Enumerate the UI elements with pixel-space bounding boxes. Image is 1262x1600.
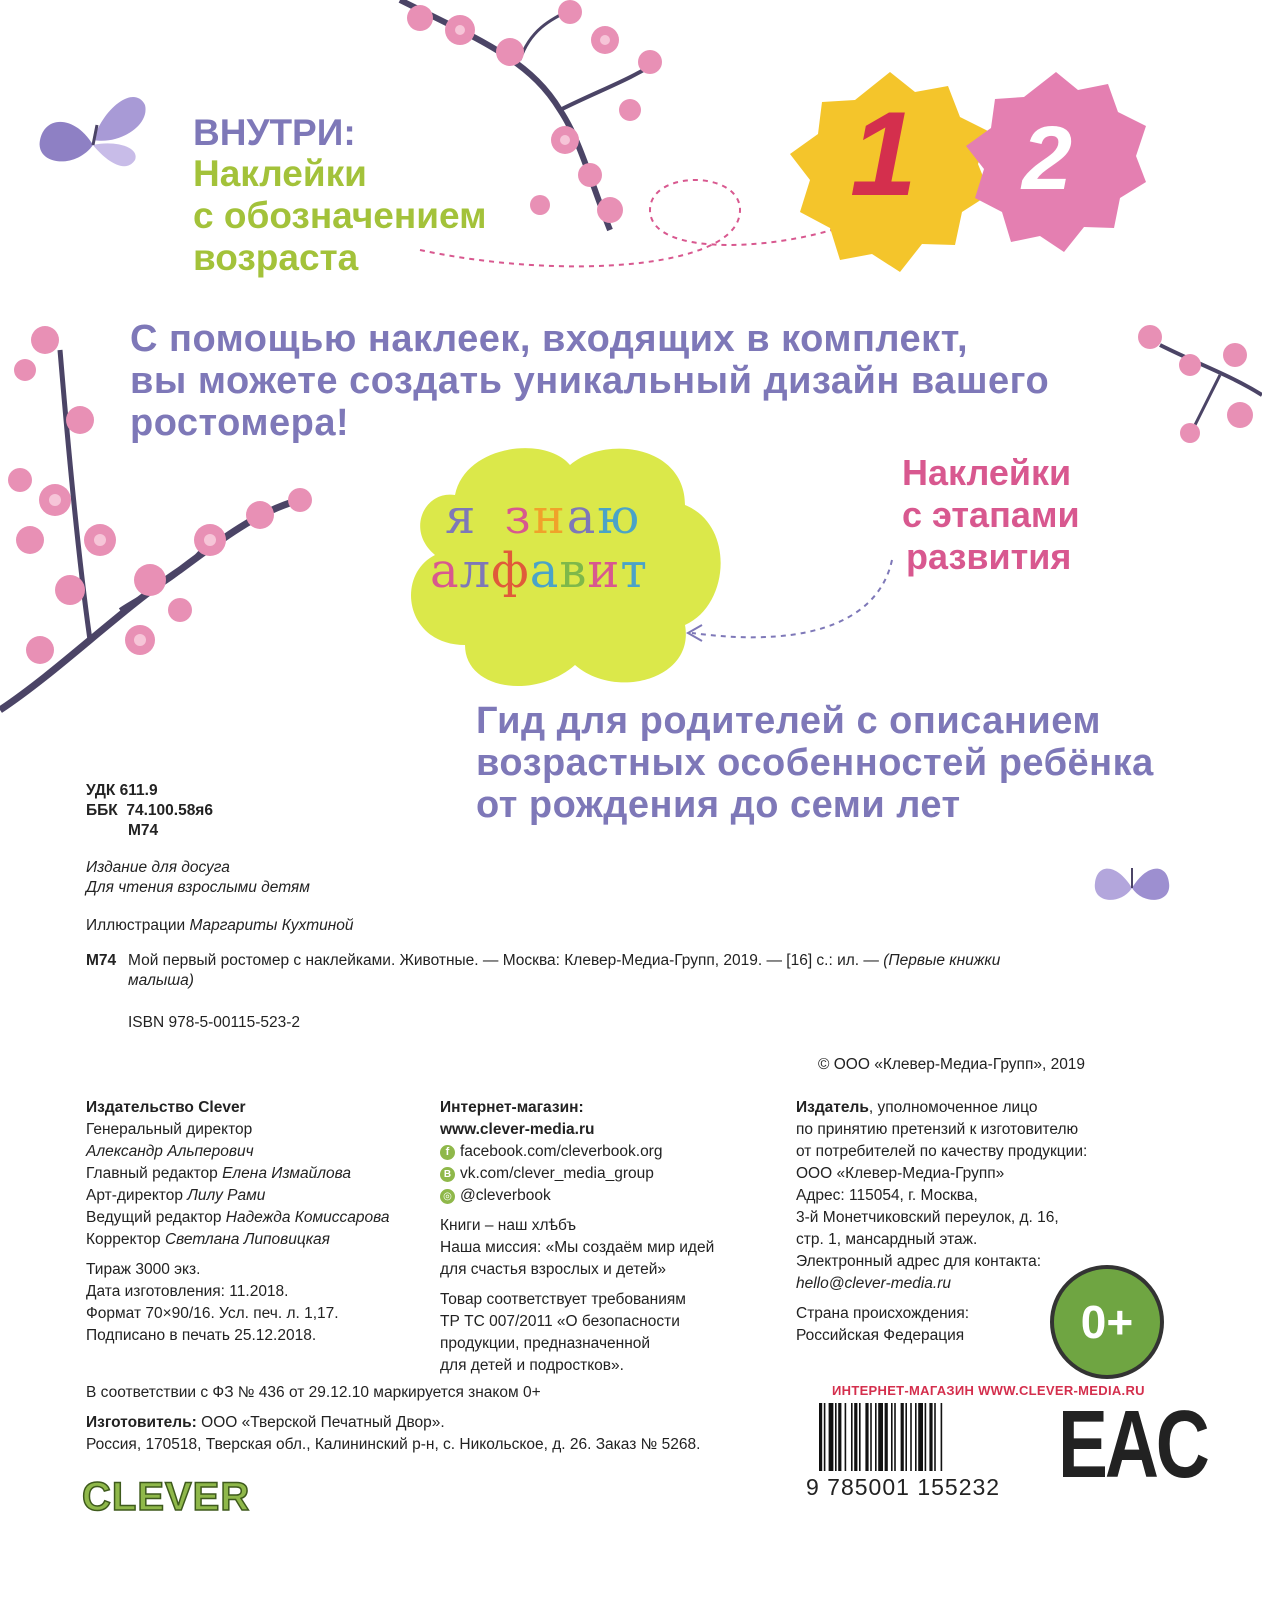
social-link[interactable] — [440, 1141, 770, 1163]
production-date: Дата изготовления: 11.2018. — [86, 1283, 289, 1300]
staff-role: Ведущий редактор — [86, 1209, 226, 1226]
stickers-headline-2: вы можете создать уникальный дизайн вашего — [130, 360, 1050, 402]
bbk-code: ББК 74.100.58я6 — [86, 802, 213, 819]
motto-line: Наша миссия: «Мы создаём мир идей — [440, 1239, 715, 1256]
shop-title: Интернет-магазин: — [440, 1099, 584, 1116]
inside-line-3: возраста — [193, 237, 359, 278]
barcode-bar — [838, 1403, 841, 1471]
barcode-bar — [875, 1403, 877, 1471]
motto-line: для счастья взрослых и детей» — [440, 1261, 667, 1278]
alphabet-letter: л — [459, 543, 492, 599]
inside-line-1: Наклейки — [193, 153, 367, 194]
stickers-headline-3: ростомера! — [130, 402, 350, 444]
social-link-text: facebook.com/cleverbook.org — [460, 1143, 663, 1160]
staff-row — [86, 1119, 436, 1141]
barcode — [815, 1403, 1045, 1473]
inside-label: ВНУТРИ: — [193, 112, 356, 153]
barcode-bar — [878, 1403, 883, 1471]
copyright: © ООО «Клевер-Медиа-Групп», 2019 — [818, 1056, 1086, 1073]
alphabet-letter: т — [620, 543, 648, 599]
barcode-digits: 9 785001 155232 — [806, 1474, 1001, 1500]
barcode-bar — [835, 1403, 837, 1471]
alphabet-letter: я — [445, 489, 478, 545]
staff-row — [86, 1141, 436, 1163]
clever-logo: CLEVER — [82, 1475, 251, 1519]
alphabet-sticker-text — [430, 489, 648, 599]
alphabet-letter: а — [430, 543, 460, 599]
manufacturer-address: Россия, 170518, Тверская обл., Калининский р-н, с. Никольское, д. 26. Заказ № 5268. — [86, 1436, 701, 1453]
author-mark: М74 — [128, 822, 159, 839]
barcode-bar — [918, 1403, 923, 1471]
print-run: Тираж 3000 экз. — [86, 1261, 201, 1278]
staff-row — [86, 1207, 436, 1229]
barcode-bar — [824, 1403, 826, 1471]
social-link[interactable] — [440, 1163, 770, 1185]
social-link[interactable] — [440, 1185, 770, 1207]
compliance-line: ТР ТС 007/2011 «О безопасности — [440, 1313, 680, 1330]
barcode-bar — [941, 1403, 943, 1471]
age-rating-badge — [1050, 1265, 1164, 1379]
alphabet-letter: ф — [491, 543, 530, 599]
issuer-line: Электронный адрес для контакта: — [796, 1253, 1042, 1270]
guide-line-1: Гид для родителей с описанием — [476, 700, 1101, 742]
barcode-bar — [885, 1403, 888, 1471]
issuer-title-rest: , уполномоченное лицо — [868, 1099, 1038, 1116]
signed-to-print: Подписано в печать 25.12.2018. — [86, 1327, 317, 1344]
cherry-blossom-branch-right — [1130, 315, 1262, 445]
bib-code: М74 — [86, 952, 117, 969]
shop-url[interactable]: www.clever-media.ru — [440, 1121, 595, 1138]
instagram-icon: ◎ — [440, 1189, 455, 1204]
barcode-bar — [894, 1403, 896, 1471]
manufacturer-name: ООО «Тверской Печатный Двор». — [196, 1414, 445, 1431]
guide-line-3: от рождения до семи лет — [476, 784, 961, 826]
barcode-bar — [891, 1403, 893, 1471]
staff-role: Арт-директор — [86, 1187, 188, 1204]
dashed-arrow-to-alphabet — [680, 555, 900, 655]
barcode-bar — [901, 1403, 904, 1471]
stickers-headline-1: С помощью наклеек, входящих в комплект, — [130, 318, 969, 360]
age-badge-1: 1 — [850, 87, 917, 221]
barcode-bar — [929, 1403, 932, 1471]
shop-column — [440, 1097, 770, 1377]
alphabet-letter: а — [566, 489, 598, 545]
alphabet-letter: н — [532, 489, 567, 545]
edition-line-2: Для чтения взрослыми детям — [86, 879, 310, 896]
staff-role: Главный редактор — [86, 1165, 223, 1182]
illustrations-credit — [86, 915, 354, 937]
staff-name: Лилу Рами — [187, 1187, 266, 1204]
social-link-text: @cleverbook — [460, 1187, 551, 1204]
butterfly-illustration-bottom — [1092, 848, 1172, 913]
format: Формат 70×90/16. Усл. печ. л. 1,17. — [86, 1305, 339, 1322]
age-rating-text: 0+ — [1080, 1296, 1134, 1348]
barcode-bar — [829, 1403, 834, 1471]
origin-country: Российская Федерация — [796, 1327, 965, 1344]
barcode-bar — [819, 1403, 822, 1471]
udk-code: УДК 611.9 — [86, 782, 158, 799]
manufacturer — [86, 1412, 445, 1434]
edition-line-1: Издание для досуга — [86, 859, 230, 876]
issuer-line: 3-й Монетчиковский переулок, д. 16, — [796, 1209, 1059, 1226]
barcode-bar — [905, 1403, 907, 1471]
issuer-line: по принятию претензий к изготовителю — [796, 1121, 1079, 1138]
issuer-line: стр. 1, мансардный этаж. — [796, 1231, 978, 1248]
issuer-line: Адрес: 115054, г. Москва, — [796, 1187, 978, 1204]
barcode-bar — [865, 1403, 868, 1471]
alphabet-letter: в — [559, 543, 588, 599]
issuer-line: от потребителей по качеству продукции: — [796, 1143, 1088, 1160]
illustrations-prefix: Иллюстрации — [86, 917, 190, 934]
staff-row — [86, 1185, 436, 1207]
inside-line-2: с обозначением — [193, 195, 487, 236]
origin-label: Страна происхождения: — [796, 1305, 970, 1322]
barcode-bar — [910, 1403, 912, 1471]
staff-name: Александр Альперович — [86, 1143, 254, 1160]
law-note: В соответствии с ФЗ № 436 от 29.12.10 маркируется знаком 0+ — [86, 1384, 541, 1401]
facebook-icon: f — [440, 1145, 455, 1160]
guide-line-2: возрастных особенностей ребёнка — [476, 742, 1154, 784]
issuer-title-row — [796, 1097, 1126, 1119]
stages-line-3: развития — [906, 536, 1072, 577]
staff-row — [86, 1163, 436, 1185]
publisher-column — [86, 1097, 436, 1347]
age-badge-2: 2 — [1022, 109, 1073, 209]
barcode-bar — [934, 1403, 936, 1471]
butterfly-illustration-top — [35, 85, 150, 180]
bib-series-cont: малыша) — [128, 972, 194, 989]
shop-banner[interactable]: ИНТЕРНЕТ-МАГАЗИН WWW.CLEVER-MEDIA.RU — [832, 1383, 1145, 1398]
issuer-email[interactable]: hello@clever-media.ru — [796, 1275, 952, 1292]
bib-series: (Первые книжки — [883, 952, 1001, 969]
barcode-bar — [859, 1403, 861, 1471]
staff-role: Корректор — [86, 1231, 165, 1248]
alphabet-letter: з — [504, 489, 533, 545]
barcode-bar — [845, 1403, 847, 1471]
barcode-bar — [851, 1403, 853, 1471]
vk-icon: B — [440, 1167, 455, 1182]
eac-mark: EAC — [1058, 1391, 1207, 1498]
staff-name: Светлана Липовицкая — [164, 1231, 330, 1248]
staff-name: Елена Измайлова — [222, 1165, 351, 1182]
compliance-line: для детей и подростков». — [440, 1357, 624, 1374]
alphabet-letter: а — [529, 543, 560, 599]
social-link-text: vk.com/clever_media_group — [460, 1165, 654, 1182]
barcode-bar — [925, 1403, 927, 1471]
compliance-line: Товар соответствует требованиям — [440, 1291, 686, 1308]
bib-entry — [128, 950, 1088, 972]
issuer-title: Издатель — [796, 1099, 869, 1116]
isbn: ISBN 978-5-00115-523-2 — [128, 1014, 301, 1031]
staff-name: Надежда Комиссарова — [225, 1209, 390, 1226]
barcode-bar — [870, 1403, 872, 1471]
staff-row — [86, 1229, 436, 1251]
barcode-bar — [854, 1403, 857, 1471]
bib-text: Мой первый ростомер с наклейками. Животные. — Москва: Клевер-Медиа-Групп, 2019. — [16] с.: ил. — — [128, 952, 879, 969]
alphabet-letter: ю — [597, 489, 642, 545]
publisher-title: Издательство Clever — [86, 1099, 246, 1116]
stages-line-2: с этапами — [902, 494, 1080, 535]
staff-role: Генеральный директор — [86, 1121, 253, 1138]
alphabet-letter: и — [587, 543, 621, 599]
issuer-line: ООО «Клевер-Медиа-Групп» — [796, 1165, 1005, 1182]
illustrator-name: Маргариты Кухтиной — [189, 917, 354, 934]
compliance-line: продукции, предназначенной — [440, 1335, 651, 1352]
manufacturer-label: Изготовитель: — [86, 1414, 197, 1431]
motto-line: Книги – наш хлѣбъ — [440, 1217, 577, 1234]
barcode-bar — [915, 1403, 917, 1471]
stages-line-1: Наклейки — [902, 452, 1072, 493]
